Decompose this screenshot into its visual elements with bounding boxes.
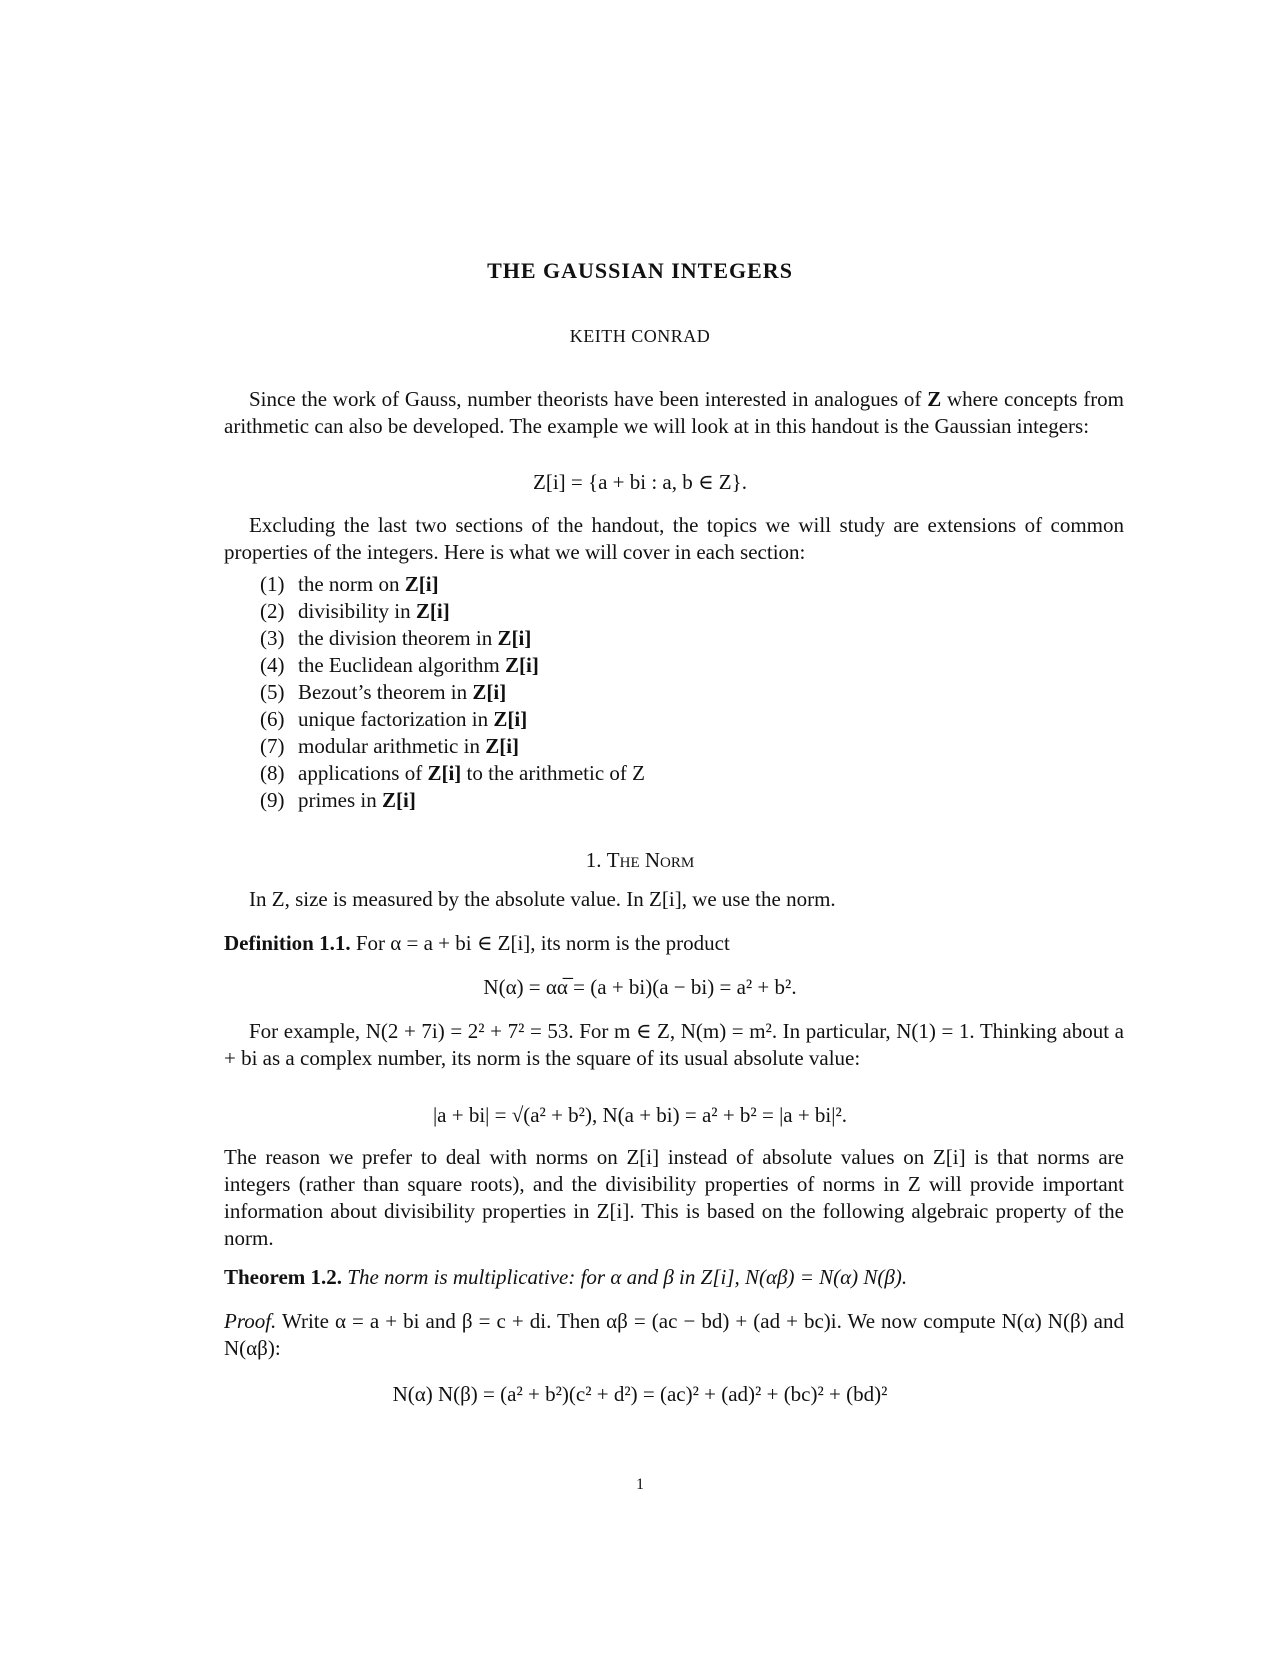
topic-text: Bezout’s theorem in [298,680,468,704]
topic-number: (5) [260,680,285,704]
proof-paragraph [224,1308,1124,1362]
section-title: The Norm [606,848,695,872]
topic-zi-symbol: Z[i] [467,680,507,704]
topic-list-item [260,625,960,652]
proof-display-equation: N(α) N(β) = (a² + b²)(c² + d²) = (ac)² + (ad)² + (bc)² + (bd)² [392,1382,888,1406]
topic-text: applications of [298,761,423,785]
topic-number: (3) [260,626,285,650]
topic-zi-symbol: Z[i] [499,653,539,677]
topic-text: the norm on [298,572,400,596]
section-heading [0,848,1280,873]
topic-zi-symbol: Z[i] [422,761,462,785]
topic-number: (4) [260,653,285,677]
topic-list [260,571,960,814]
norm-display-equation: N(α) = αα̅ = (a + bi)(a − bi) = a² + b². [483,975,797,999]
intro-text-b: where concepts from arithmetic can also be developed. The example we will look at in this handout is the Gaussian integers: [224,387,1125,438]
proof-text: Write α = a + bi and β = c + di. Then αβ = (ac − bd) + (ad + bc)i. We now compute N(α) N(β) and N(αβ): [224,1309,1124,1360]
topic-zi-symbol: Z[i] [492,626,532,650]
topic-text: primes in [298,788,377,812]
topic-text: modular arithmetic in [298,734,480,758]
intro-paragraph [224,386,1124,440]
topic-list-item [260,733,960,760]
absolute-value-equation: |a + bi| = √(a² + b²), N(a + bi) = a² + b² = |a + bi|². [432,1103,848,1127]
intro-z-symbol: Z [927,387,942,411]
topic-list-item [260,760,960,787]
topic-number: (8) [260,761,285,785]
topic-number: (6) [260,707,285,731]
topic-zi-symbol: Z[i] [376,788,416,812]
topic-list-item [260,679,960,706]
topic-text: the Euclidean algorithm [298,653,500,677]
theorem-1-2 [224,1264,1124,1291]
definition-1-1 [224,930,1124,957]
example-paragraph: For example, N(2 + 7i) = 2² + 7² = 53. For m ∈ Z, N(m) = m². In particular, N(1) = 1. Thinking about a + bi as a complex number, its norm is the square of its usual absolute value: [224,1019,1124,1070]
topic-list-item [260,787,960,814]
definition-label: Definition 1.1. [224,931,351,955]
topic-tail: to the arithmetic of Z [466,761,645,785]
topic-number: (9) [260,788,285,812]
topic-zi-symbol: Z[i] [479,734,520,758]
topic-list-items [260,571,960,814]
theorem-label: Theorem 1.2. [224,1265,343,1289]
topic-number: (2) [260,599,285,623]
page-number: 1 [636,1476,644,1493]
topic-text: unique factorization in [298,707,489,731]
document-author: KEITH CONRAD [569,326,711,346]
intro-text-a: Since the work of Gauss, number theorists have been interested in analogues of [249,387,922,411]
topic-number: (7) [260,734,285,758]
reason-paragraph: The reason we prefer to deal with norms on Z[i] instead of absolute values on Z[i] is that norms are integers (rather than square roots), and the divisibility properties of norms in Z will provide important information about divisibility properties in Z[i]. This is based on the following algebraic property of the norm. [224,1145,1124,1250]
theorem-text: The norm is multiplicative: for α and β in Z[i], N(αβ) = N(α) N(β). [347,1265,908,1289]
topic-list-item [260,652,960,679]
topic-text: the division theorem in [298,626,493,650]
intro-paragraph-2: Excluding the last two sections of the handout, the topics we will study are extensions of common properties of the integers. Here is what we will cover in each section: [224,513,1124,564]
section-number: 1. [585,848,602,872]
section-lead: In Z, size is measured by the absolute value. In Z[i], we use the norm. [249,887,836,911]
document-title: THE GAUSSIAN INTEGERS [487,258,793,283]
topic-zi-symbol: Z[i] [410,599,450,623]
topic-list-item [260,571,960,598]
topic-list-item [260,598,960,625]
topic-text: divisibility in [298,599,411,623]
topic-number: (1) [260,572,285,596]
display-equation-zi: Z[i] = {a + bi : a, b ∈ Z}. [533,470,747,494]
topic-zi-symbol: Z[i] [488,707,528,731]
proof-label: Proof. [224,1309,277,1333]
definition-text: For α = a + bi ∈ Z[i], its norm is the product [355,931,730,955]
topic-list-item [260,706,960,733]
topic-zi-symbol: Z[i] [399,572,439,596]
